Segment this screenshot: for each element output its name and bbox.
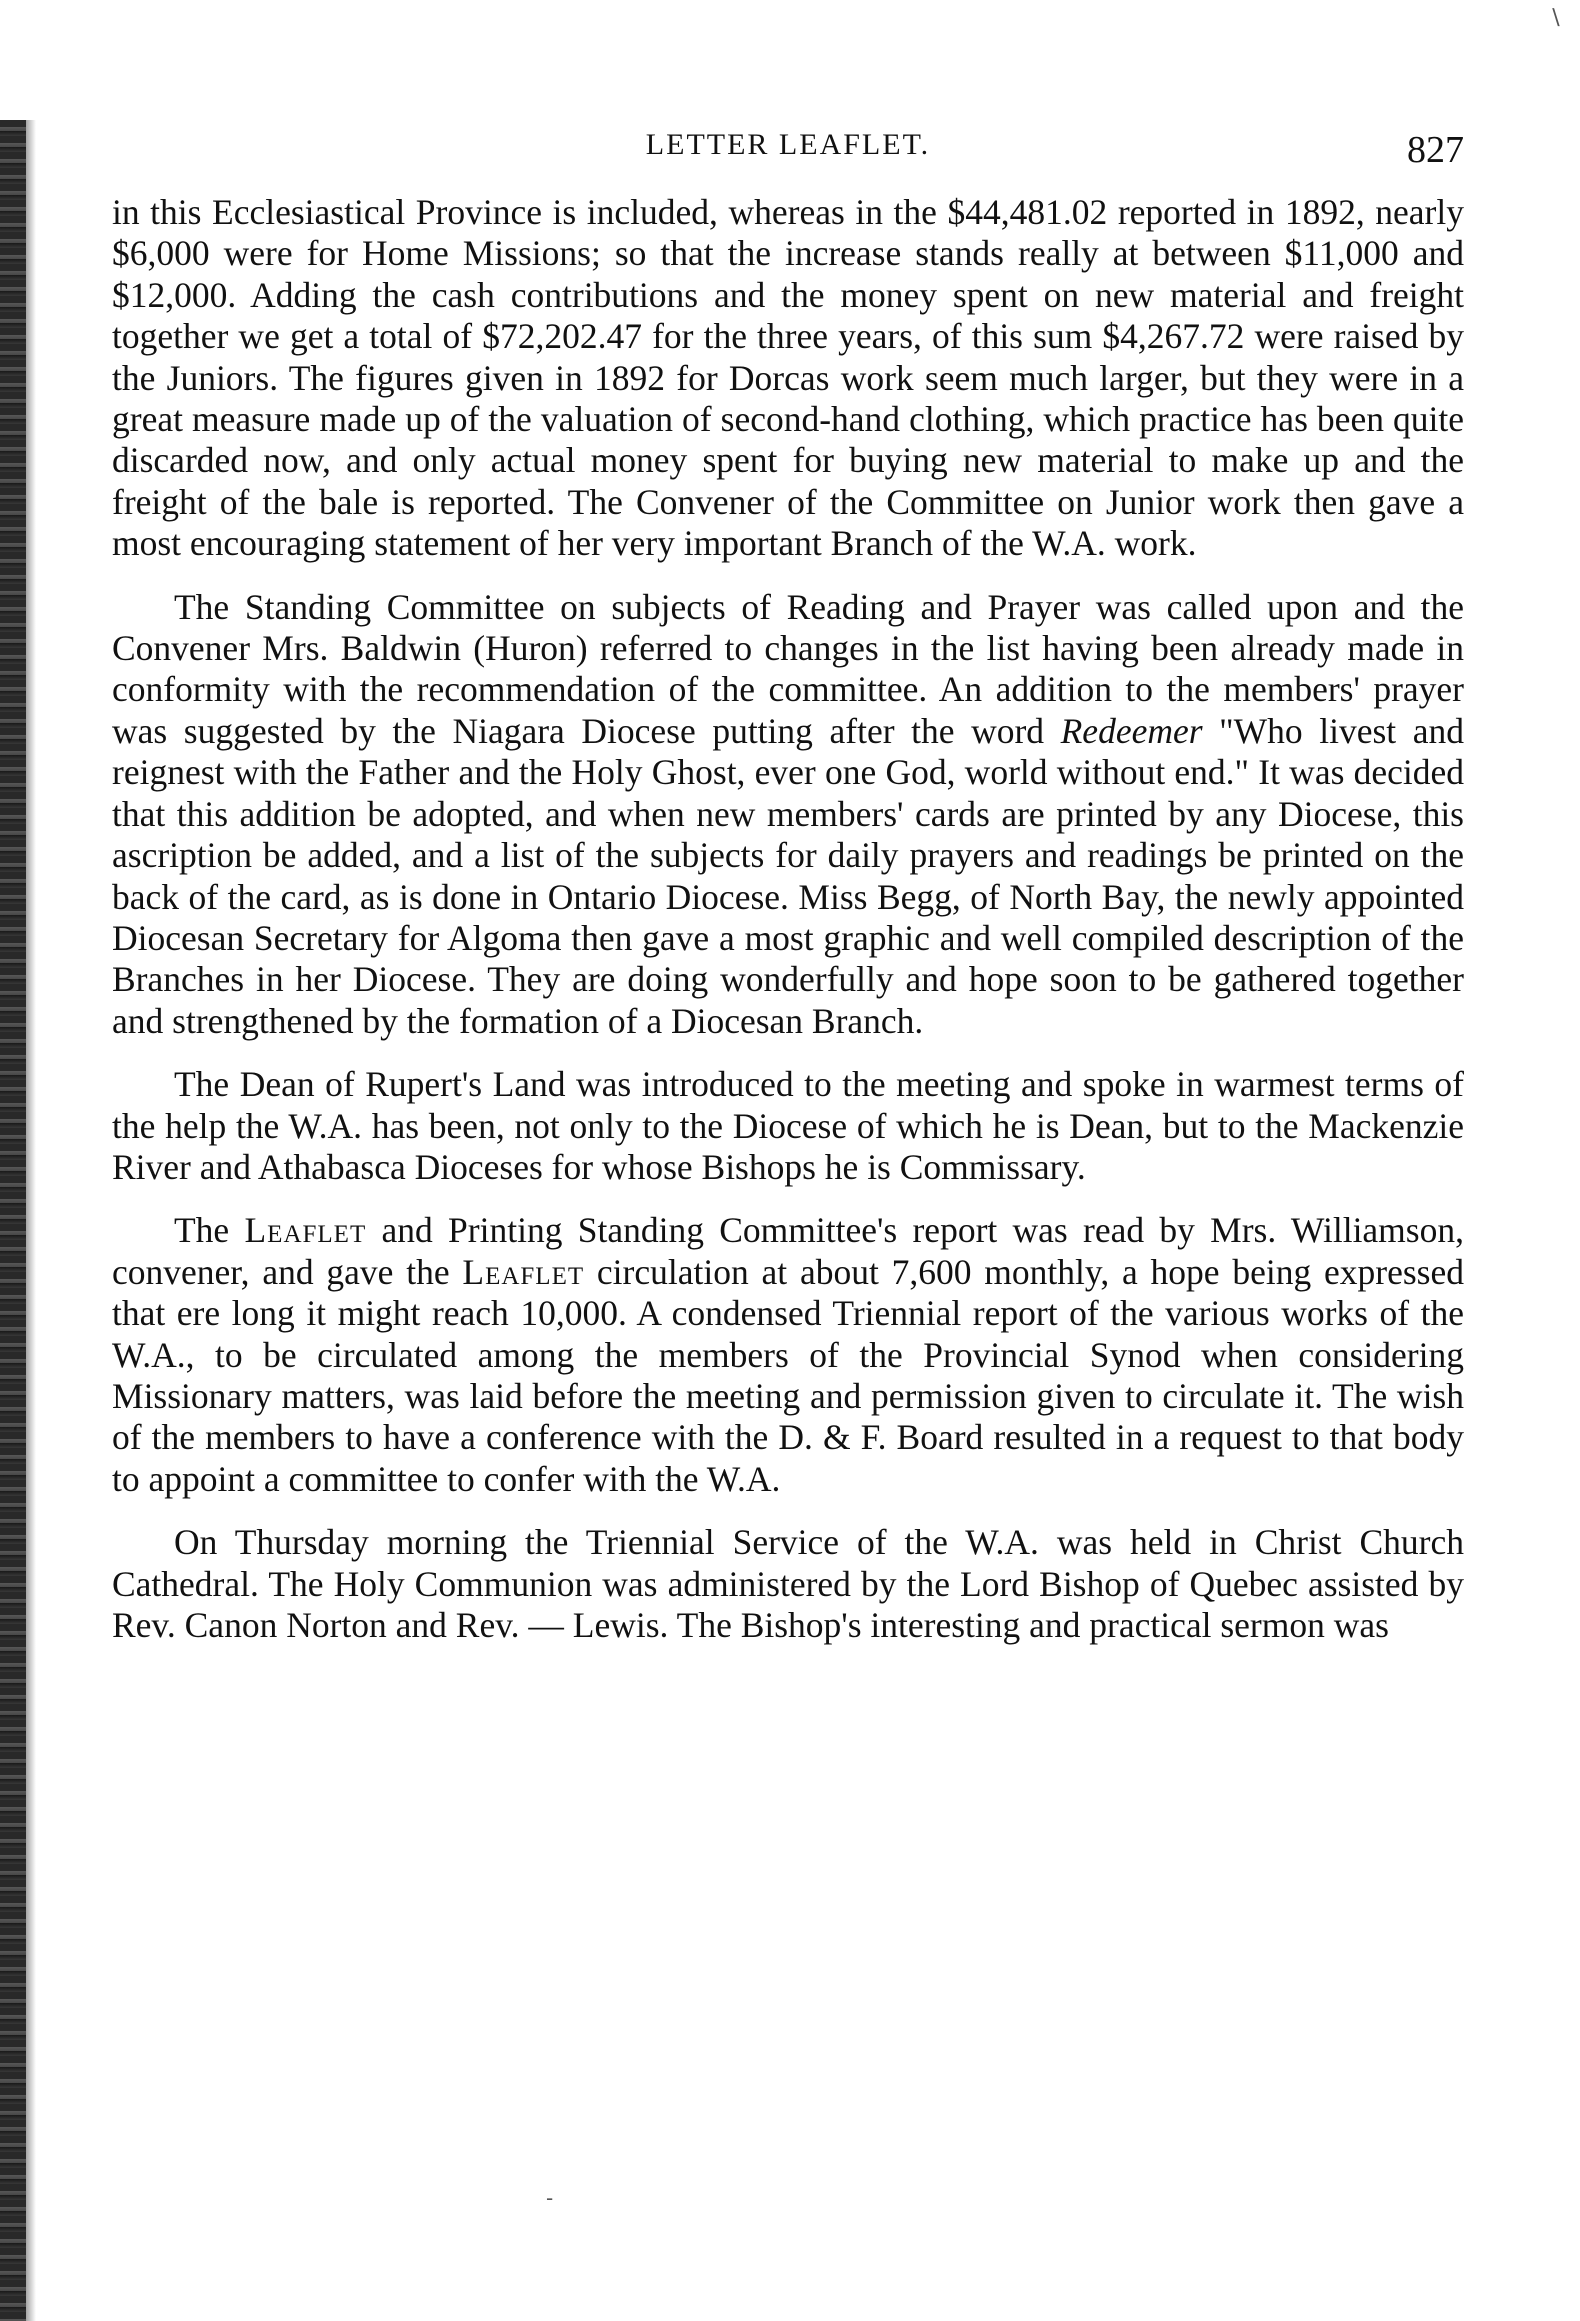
- paragraph: [112, 1522, 1464, 1646]
- text-run: and Printing Standing Committee's report was read by Mrs. Williamson, convener, and gave the: [112, 1210, 1464, 1292]
- text-run: The Standing Committee on subjects of Reading and Prayer was called upon and the Convener Mrs. Baldwin (Huron) referred to changes in the list having been already made in conformity with the recommendation of the committee. An addition to the members' prayer was suggested by the Niagara Diocese putting after the word: [112, 586, 1464, 751]
- binding-edge-shadow: [26, 120, 36, 2321]
- running-title: LETTER LEAFLET.: [645, 128, 931, 161]
- paragraph: [112, 192, 1464, 565]
- text-run: "Who livest and reignest with the Father and the Holy Ghost, ever one God, world without end." It was decided that this addition be adopted, and when new members' cards are printed by any Diocese, this ascription be added, and a list of the subjects for daily prayers and readings be printed on the back of the card, as is done in Ontario Diocese. Miss Begg, of North Bay, the newly appointed Diocesan Secretary for Algoma then gave a most graphic and well compiled description of the Branches in her Diocese. They are doing wonderfully and hope soon to be gathered together and strengthened by the formation of a Diocesan Branch.: [112, 710, 1464, 1041]
- text-run: circulation at about 7,600 monthly, a hope being expressed that ere long it might reach 10,000. A condensed Triennial report of the various works of the W.A., to be circulated among the members of the Provincial Synod when considering Missionary matters, was laid before the meeting and permission given to circulate it. The wish of the members to have a conference with the D. & F. Board resulted in a request to that body to appoint a committee to confer with the W.A.: [112, 1251, 1465, 1499]
- text-run: The Dean of Rupert's Land was introduced to the meeting and spoke in warmest terms of the help the W.A. has been, not only to the Diocese of which he is Dean, but to the Mackenzie River and Athabasca Dioceses for whose Bishops he is Commissary.: [112, 1064, 1464, 1187]
- body-text: [112, 192, 1464, 1646]
- text-run: The: [174, 1210, 245, 1251]
- text-run: On Thursday morning the Triennial Service of the W.A. was held in Christ Church Cathedral. The Holy Communion was administered by the Lord Bishop of Quebec assisted by Rev. Canon Norton and Rev. — Lewis. The Bishop's interesting and practical sermon was: [112, 1522, 1464, 1645]
- italic-text-run: Redeemer: [1060, 710, 1203, 751]
- small-caps-text-run: Leaflet: [244, 1210, 367, 1251]
- paragraph: [112, 1064, 1464, 1188]
- paragraph: [112, 587, 1464, 1042]
- binding-edge-scan-artifact: [0, 120, 26, 2321]
- page-number: 827: [1407, 129, 1464, 171]
- document-page: [112, 128, 1464, 1668]
- scan-speck-mark: ∖: [1548, 6, 1563, 31]
- scan-speck-mark: -: [546, 2186, 554, 2210]
- small-caps-text-run: Leaflet: [462, 1251, 585, 1292]
- running-header: [112, 128, 1464, 176]
- text-run: in this Ecclesiastical Province is included, whereas in the $44,481.02 reported in 1892, nearly $6,000 were for Home Missions; so that the increase stands really at between $11,000 and $12,000. Adding the cash contributions and the money spent on new material and freight together we get a total of $72,202.47 for the three years, of this sum $4,267.72 were raised by the Juniors. The figures given in 1892 for Dorcas work seem much larger, but they were in a great measure made up of the valuation of second-hand clothing, which practice has been quite discarded now, and only actual money spent for buying new material to make up and the freight of the bale is reported. The Convener of the Committee on Junior work then gave a most encouraging statement of her very important Branch of the W.A. work.: [112, 192, 1464, 564]
- paragraph: [112, 1210, 1464, 1500]
